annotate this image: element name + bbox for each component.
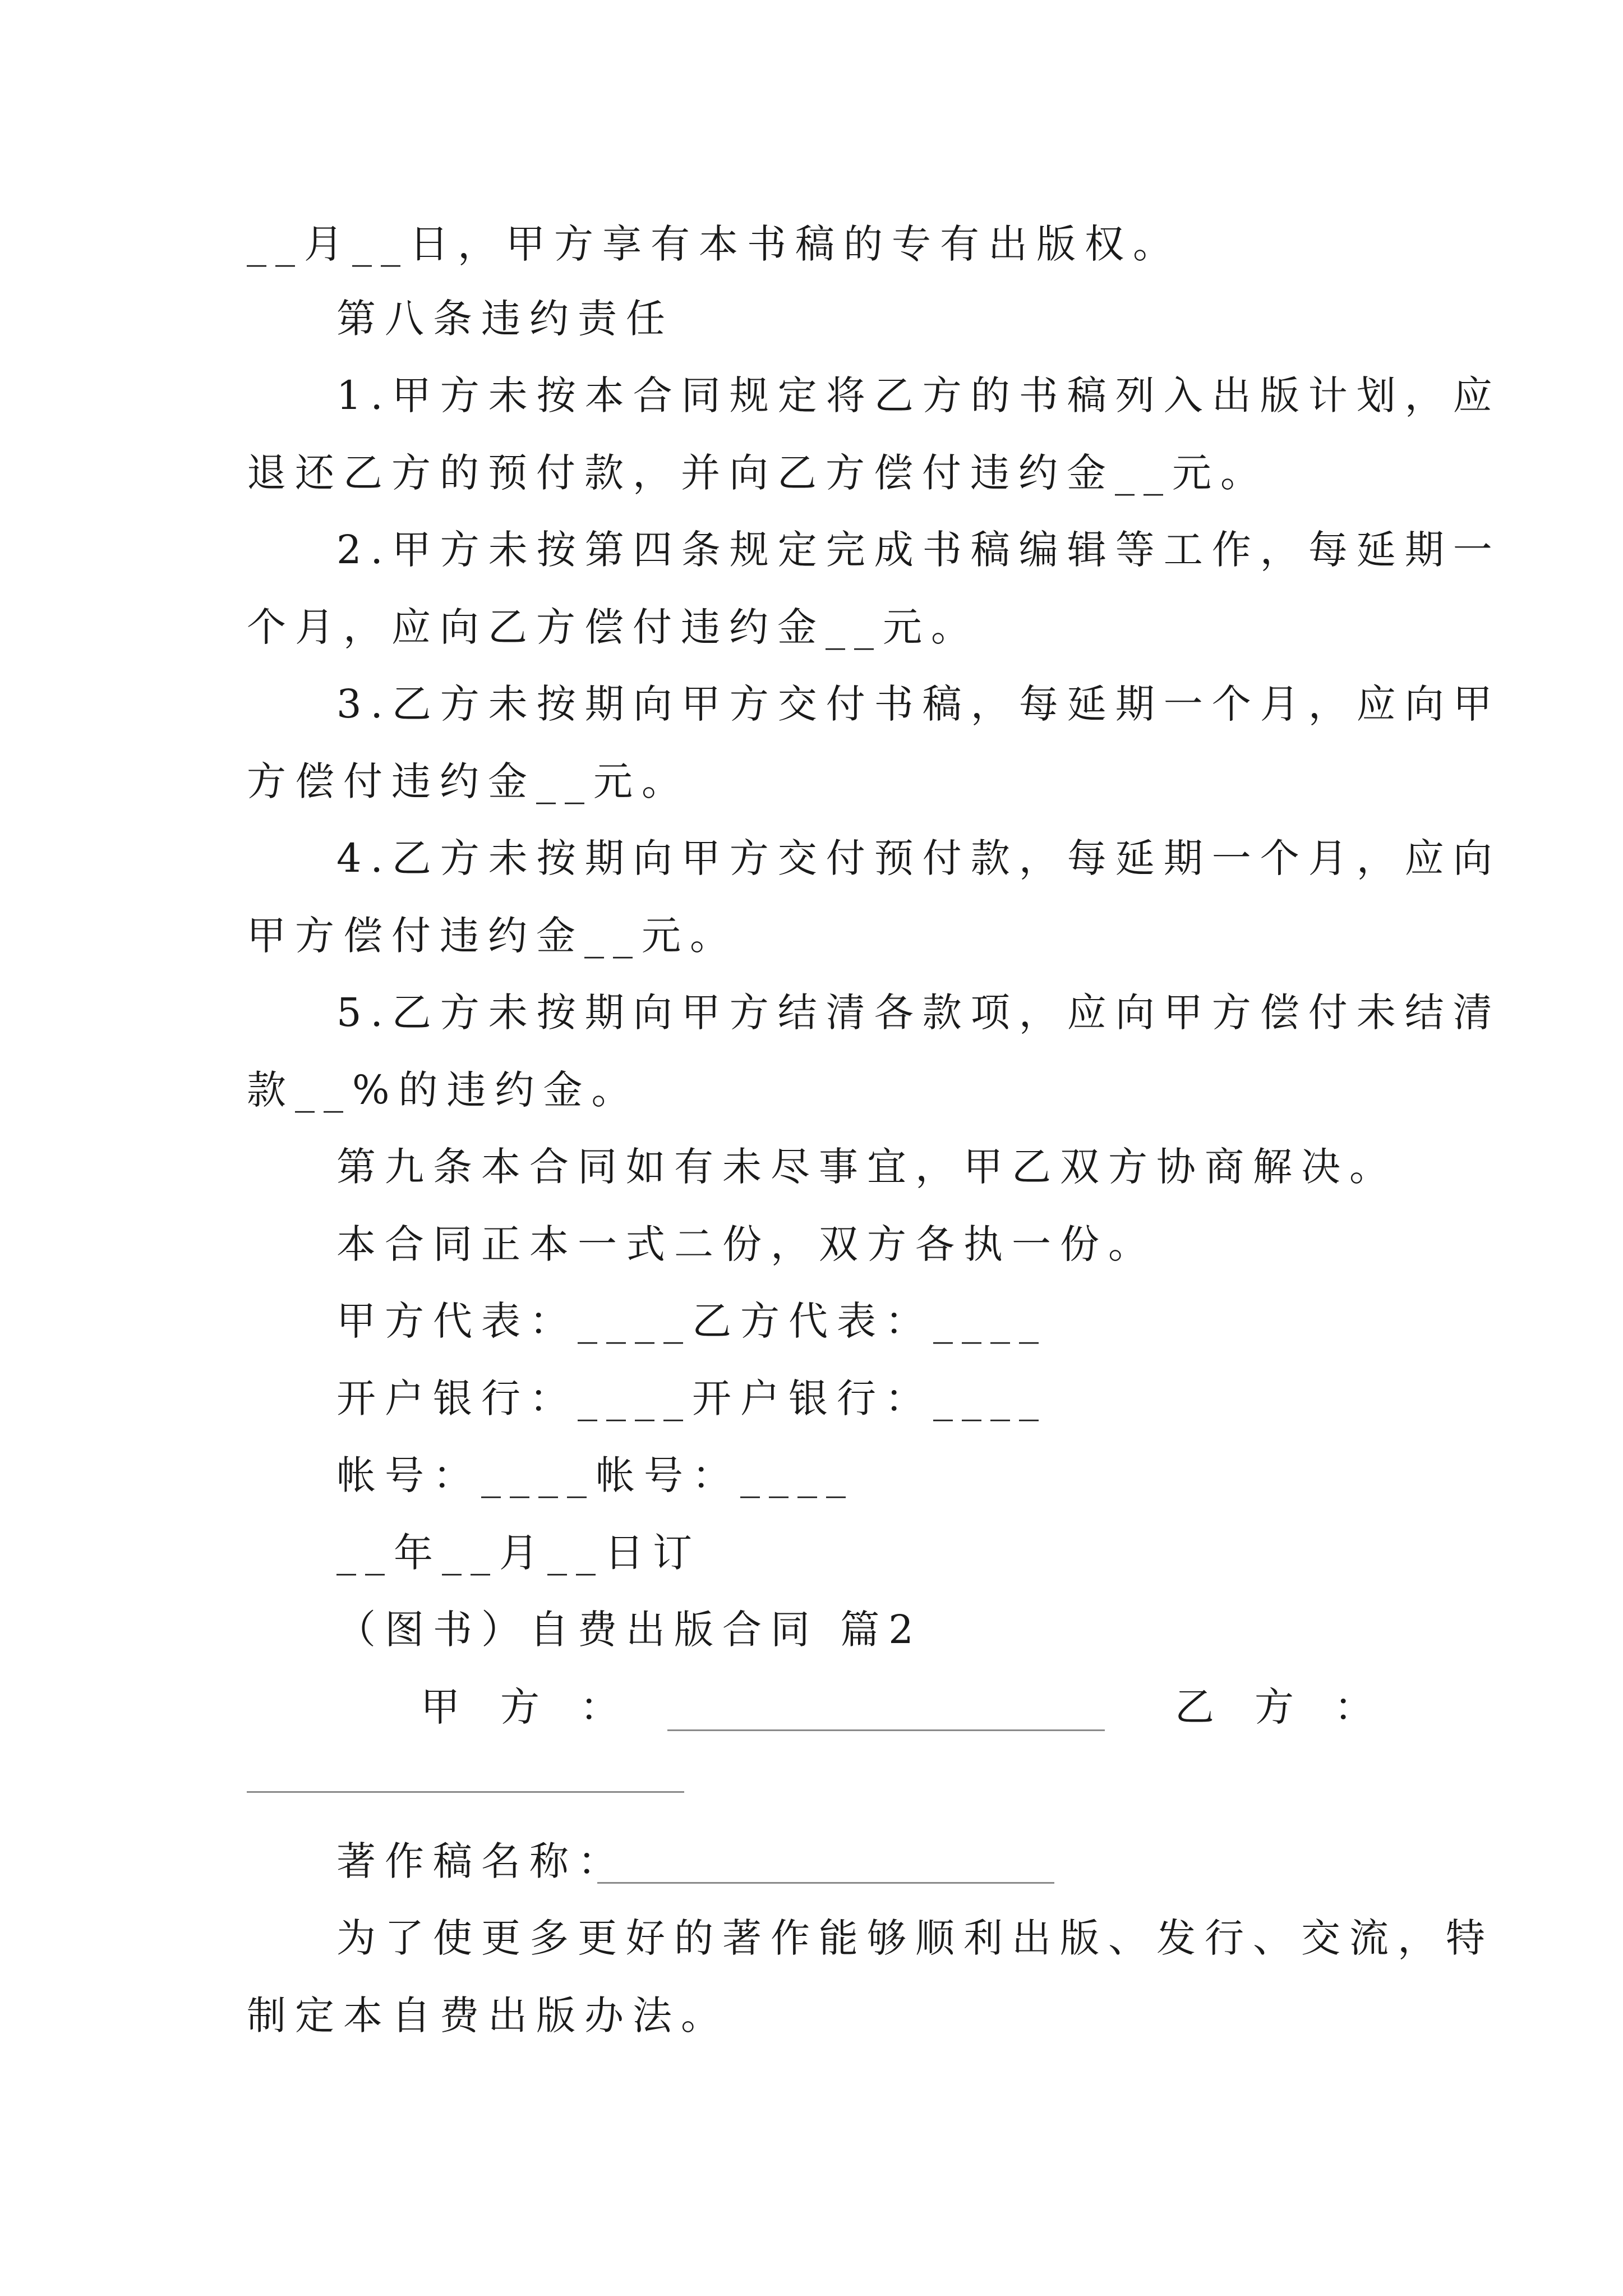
text-line: 1.甲方未按本合同规定将乙方的书稿列入出版计划，应 [336, 372, 1501, 418]
text-line: 甲方偿付违约金__元。 [247, 913, 738, 959]
account-field-line: 帐号：____帐号：____ [336, 1452, 855, 1498]
section-heading: 第九条本合同如有未尽事宜，甲乙双方协商解决。 [336, 1144, 1398, 1190]
text-line: 个月，应向乙方偿付违约金__元。 [247, 604, 979, 650]
signature-field-line: 甲方代表：____乙方代表：____ [336, 1298, 1048, 1344]
contract-title: （图书）自费出版合同 篇2 [336, 1607, 923, 1653]
text-line: 本合同正本一式二份，双方各执一份。 [336, 1221, 1156, 1267]
party-b-blank [247, 1791, 684, 1793]
text-line: 方偿付违约金__元。 [247, 758, 690, 804]
text-line: 制定本自费出版办法。 [247, 1993, 729, 2039]
text-line: 款__%的违约金。 [247, 1067, 640, 1113]
text-line: 退还乙方的预付款，并向乙方偿付违约金__元。 [247, 450, 1269, 496]
party-b-label: 乙方： [1175, 1684, 1414, 1730]
bank-field-line: 开户银行：____开户银行：____ [336, 1375, 1048, 1421]
party-a-label: 甲方： [421, 1684, 660, 1730]
section-heading: 第八条违约责任 [336, 296, 674, 342]
work-title-blank [597, 1882, 1054, 1884]
party-a-blank [667, 1729, 1105, 1731]
text-line: 4.乙方未按期向甲方交付预付款，每延期一个月，应向 [336, 835, 1501, 881]
text-line: 5.乙方未按期向甲方结清各款项，应向甲方偿付未结清 [336, 990, 1501, 1036]
text-line: 3.乙方未按期向甲方交付书稿，每延期一个月，应向甲 [336, 681, 1501, 727]
work-title-label: 著作稿名称： [336, 1838, 626, 1884]
text-line: __月__日，甲方享有本书稿的专有出版权。 [247, 221, 1181, 267]
date-field-line: __年__月__日订 [336, 1530, 701, 1576]
text-line: 为了使更多更好的著作能够顺利出版、发行、交流，特 [336, 1915, 1494, 1961]
text-line: 2.甲方未按第四条规定完成书稿编辑等工作，每延期一 [336, 527, 1501, 573]
